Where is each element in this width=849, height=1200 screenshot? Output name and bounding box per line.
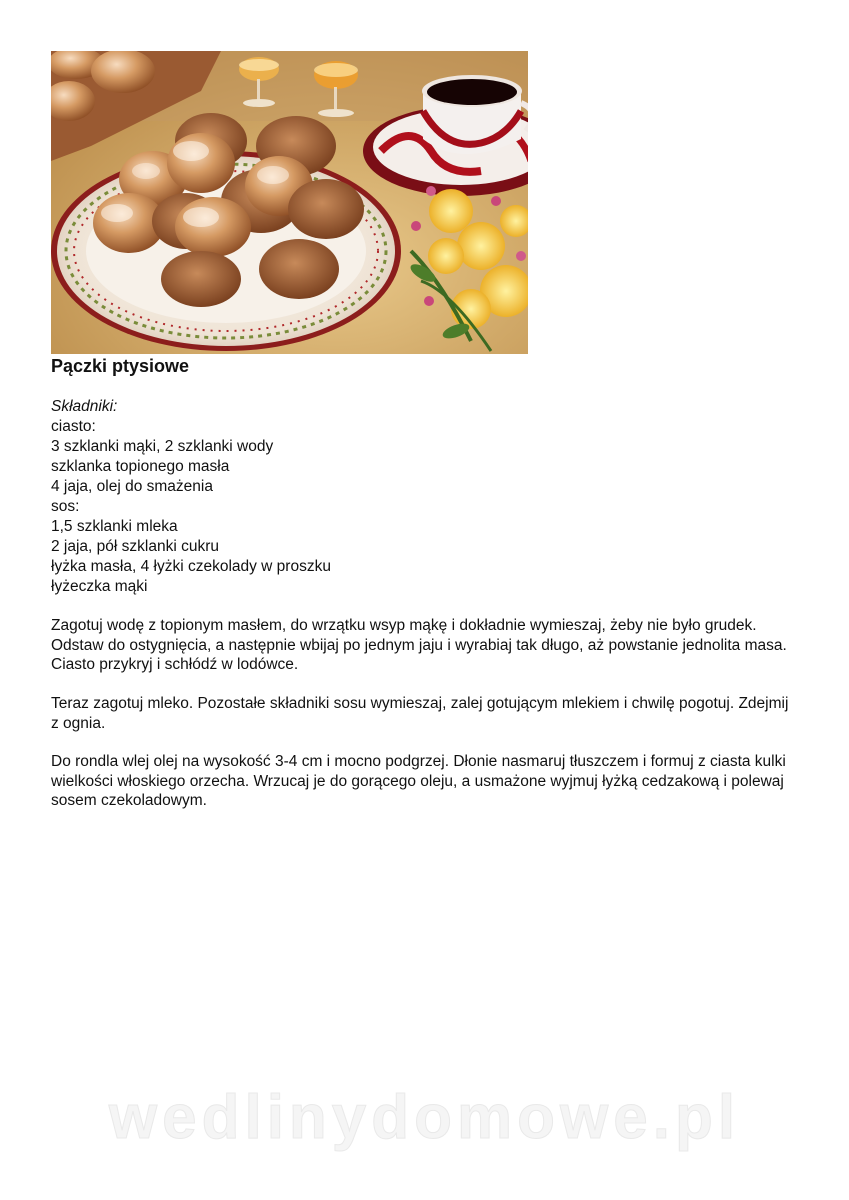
instruction-paragraph-2: Teraz zagotuj mleko. Pozostałe składniki sosu wymieszaj, zalej gotującym mlekiem i chwilę pogotuj. Zdejmij z ognia. xyxy=(51,695,789,732)
ingredient-line: 4 jaja, olej do smażenia xyxy=(51,478,213,495)
ingredient-line: 2 jaja, pół szklanki cukru xyxy=(51,538,219,555)
ingredient-line: sos: xyxy=(51,498,80,515)
ingredient-line: szklanka topionego masła xyxy=(51,458,230,475)
ingredient-line: łyżeczka mąki xyxy=(51,578,148,595)
instruction-paragraph-1: Zagotuj wodę z topionym masłem, do wrzątku wsyp mąkę i dokładnie wymieszaj, żeby nie było grudek. Odstaw do ostygnięcia, a następnie wbijaj po jednym jaju i wyrabiaj tak długo, aż powstanie jednolita masa. Ciasto przykryj i schłódź w lodówce. xyxy=(51,617,787,673)
ingredient-line: 3 szklanki mąki, 2 szklanki wody xyxy=(51,438,274,455)
watermark-text: wedlinydomowe.pl xyxy=(108,1083,741,1152)
ingredients-list xyxy=(51,397,331,597)
ingredient-line: łyżka masła, 4 łyżki czekolady w proszku xyxy=(51,558,331,575)
instruction-paragraph-3: Do rondla wlej olej na wysokość 3-4 cm i mocno podgrzej. Dłonie nasmaruj tłuszczem i formuj z ciasta kulki wielkości włoskiego orzecha. Wrzucaj je do gorącego oleju, a usmażone wyjmuj łyżką cedzakową i polewaj sosem czekoladowym. xyxy=(51,753,786,809)
recipe-title: Pączki ptysiowe xyxy=(51,356,190,376)
ingredient-line: ciasto: xyxy=(51,418,96,435)
ingredient-line: 1,5 szklanki mleka xyxy=(51,518,178,535)
recipe-photo xyxy=(51,51,528,354)
ingredients-heading: Składniki: xyxy=(51,398,118,415)
